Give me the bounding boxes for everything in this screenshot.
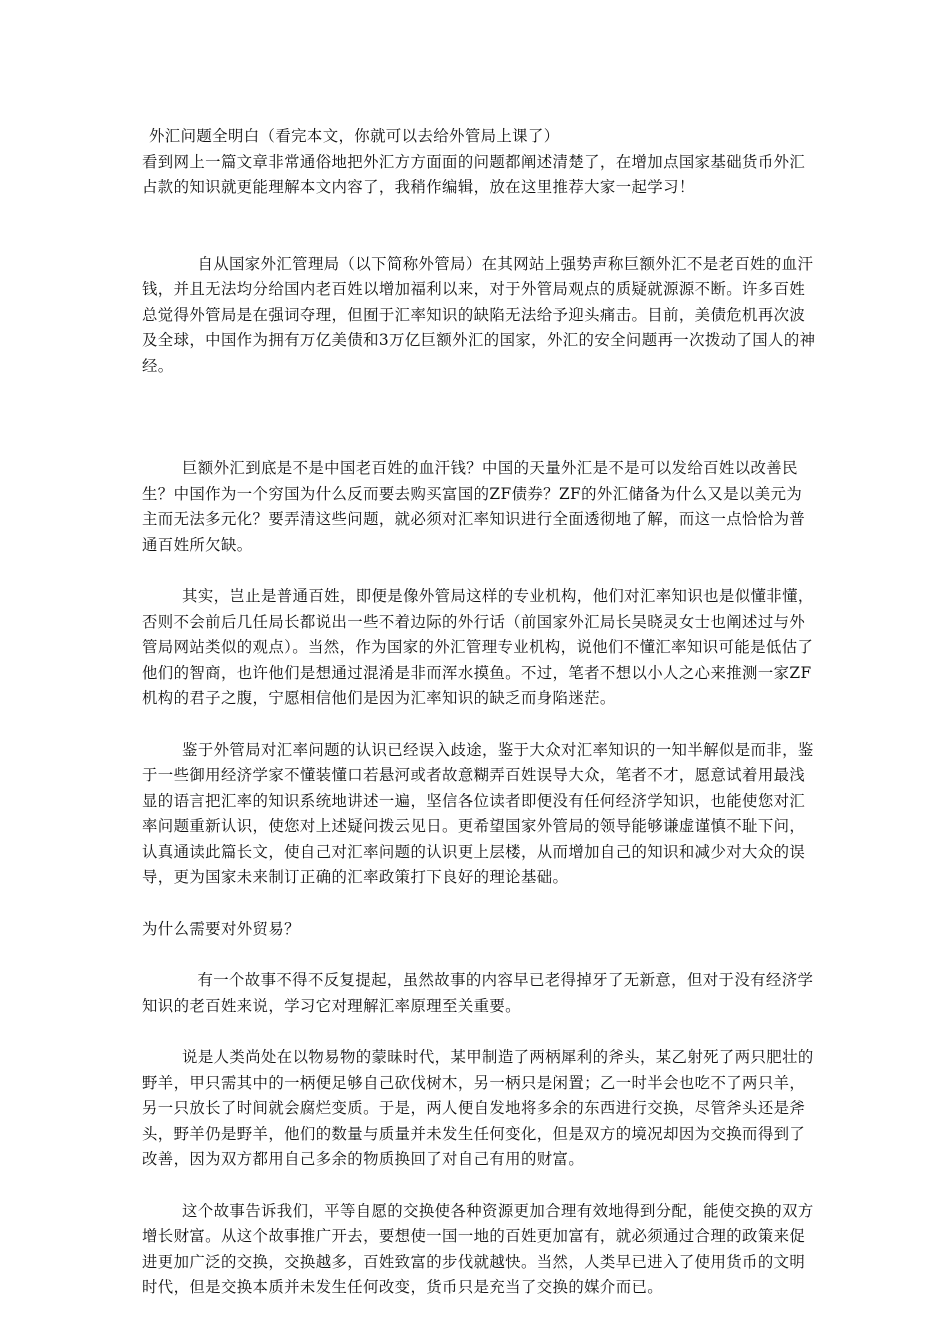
section-paragraph-1: 有一个故事不得不反复提起，虽然故事的内容早已老得掉牙了无新意，但对于没有经济学知识的老百姓来说，学习它对理解汇率原理至关重要。 [142, 971, 814, 1015]
spacer [142, 201, 817, 252]
document-title: 外汇问题全明白（看完本文，你就可以去给外管局上课了） [149, 127, 560, 145]
document-body [142, 124, 817, 1301]
spacer [142, 712, 817, 738]
spacer [142, 558, 817, 584]
section-heading: 为什么需要对外贸易？ [142, 919, 300, 938]
spacer [142, 891, 817, 917]
paragraph-3: 其实，岂止是普通百姓，即便是像外管局这样的专业机构，他们对汇率知识也是似懂非懂，否则不会前后几任局长都说出一些不着边际的外行话（前国家外汇局长吴晓灵女士也阐述过与外管局网站类似的观点）。当然，作为国家的外汇管理专业机构，说他们不懂汇率知识可能是低估了他们的智商，也许他们是想通过混淆是非而浑水摸鱼。不过，笔者不想以小人之心来推测一家ZF机构的君子之腹，宁愿相信他们是因为汇率知识的缺乏而身陷迷茫。 [142, 587, 814, 707]
section-paragraph-3: 这个故事告诉我们，平等自愿的交换使各种资源更加合理有效地得到分配，能使交换的双方增长财富。从这个故事推广开去，要想使一国一地的百姓更加富有，就必须通过合理的政策来促进更加广泛的交换，交换越多，百姓致富的步伐就越快。当然，人类早已进入了使用货币的文明时代，但是交换本质并未发生任何改变，货币只是充当了交换的媒介而已。 [142, 1201, 814, 1296]
spacer [142, 379, 817, 430]
paragraph-2: 巨额外汇到底是不是中国老百姓的血汗钱？中国的天量外汇是不是可以发给百姓以改善民生？中国作为一个穷国为什么反而要去购买富国的ZF债券？ZF的外汇储备为什么又是以美元为主而无法多元化？要弄清这些问题，就必须对汇率知识进行全面透彻地了解，而这一点恰恰为普通百姓所欠缺。 [142, 459, 806, 554]
intro-paragraph: 看到网上一篇文章非常通俗地把外汇方方面面的问题都阐述清楚了，在增加点国家基础货币外汇占款的知识就更能理解本文内容了，我稍作编辑，放在这里推荐大家一起学习！ [142, 152, 806, 196]
paragraph-1: 自从国家外汇管理局（以下简称外管局）在其网站上强势声称巨额外汇不是老百姓的血汗钱，并且无法均分给国内老百姓以增加福利以来，对于外管局观点的质疑就源源不断。许多百姓总觉得外管局是在强词夺理，但囿于汇率知识的缺陷无法给予迎头痛击。目前，美债危机再次波及全球，中国作为拥有万亿美债和3万亿巨额外汇的国家，外汇的安全问题再一次拨动了国人的神经。 [142, 254, 816, 375]
spacer [142, 942, 817, 968]
paragraph-4: 鉴于外管局对汇率问题的认识已经误入歧途，鉴于大众对汇率知识的一知半解似是而非，鉴于一些御用经济学家不懂装懂口若悬河或者故意糊弄百姓误导大众，笔者不才，愿意试着用最浅显的语言把汇率的知识系统地讲述一遍，坚信各位读者即便没有任何经济学知识，也能使您对汇率问题重新认识，使您对上述疑问拨云见日。更希望国家外管局的领导能够谦虚谨慎不耻下问，认真通读此篇长文，使自己对汇率问题的认识更上层楼，从而增加自己的知识和减少对大众的误导，更为国家未来制订正确的汇率政策打下良好的理论基础。 [142, 740, 814, 886]
section-paragraph-2: 说是人类尚处在以物易物的蒙昧时代，某甲制造了两柄犀利的斧头，某乙射死了两只肥壮的野羊，甲只需其中的一柄便足够自己砍伐树木，另一柄只是闲置；乙一时半会也吃不了两只羊，另一只放长了时间就会腐烂变质。于是，两人便自发地将多余的东西进行交换，尽管斧头还是斧头，野羊仍是野羊，他们的数量与质量并未发生任何变化，但是双方的境况却因为交换而得到了改善，因为双方都用自己多余的物质换回了对自己有用的财富。 [142, 1048, 814, 1168]
spacer [142, 430, 817, 456]
spacer [142, 1019, 817, 1045]
spacer [142, 1173, 817, 1199]
